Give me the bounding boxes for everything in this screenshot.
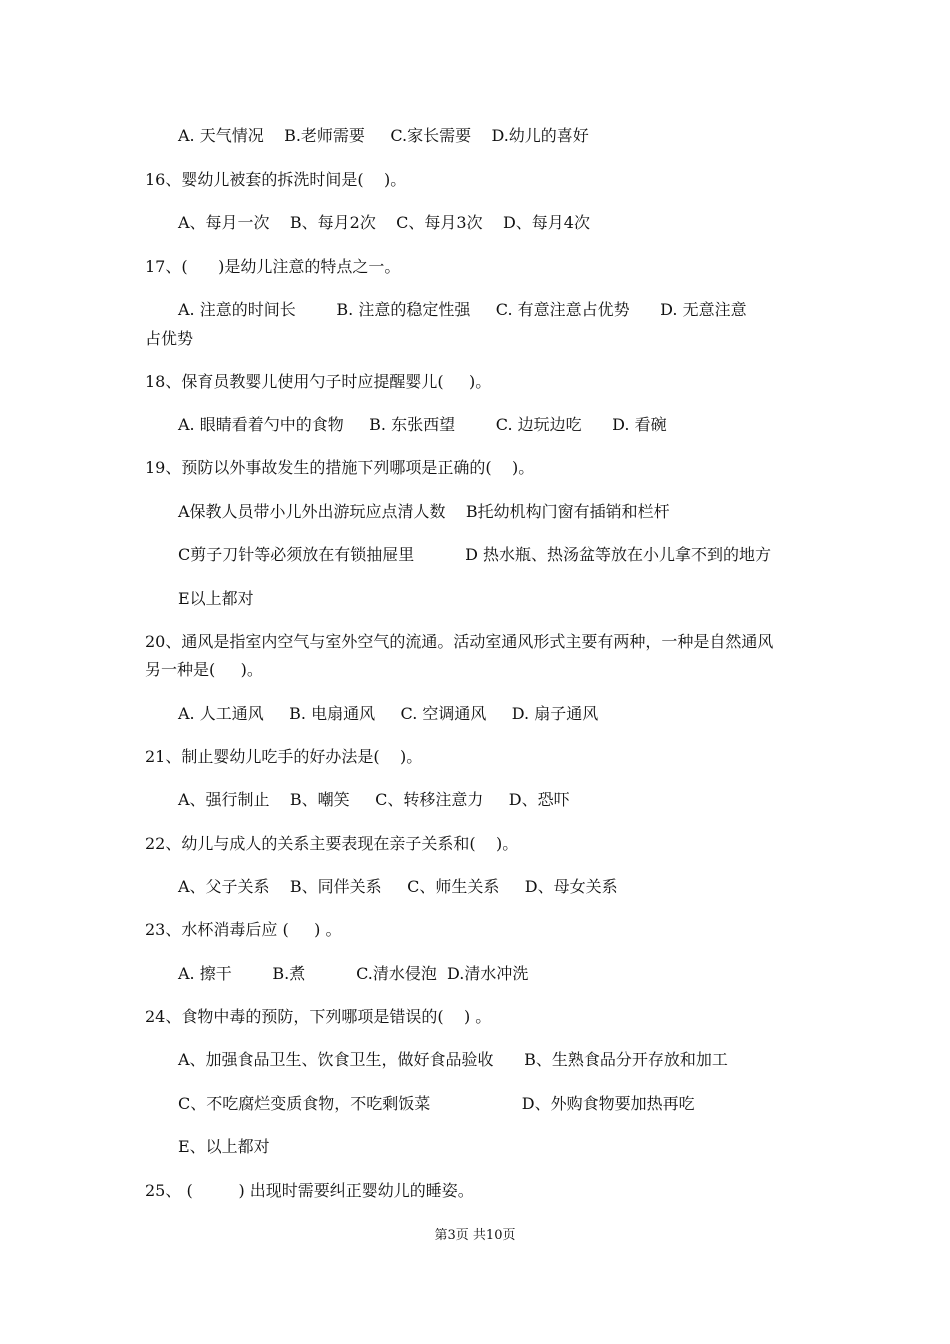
q24-options-cd: C、不吃腐烂变质食物，不吃剩饭菜 D、外购食物要加热再吃 — [178, 1094, 695, 1113]
q20-question: 20、通风是指室内空气与室外空气的流通。活动室通风形式主要有两种，一种是自然通风 — [145, 632, 774, 651]
q19-options-cd: C剪子刀针等必须放在有锁抽屉里 D 热水瓶、热汤盆等放在小儿拿不到的地方 — [178, 545, 772, 564]
q16-question: 16、婴幼儿被套的拆洗时间是( )。 — [145, 170, 407, 189]
q18-options: A. 眼睛看着勺中的食物 B. 东张西望 C. 边玩边吃 D. 看碗 — [178, 415, 667, 434]
q17-options-continued: 占优势 — [145, 329, 194, 348]
q21-options: A、强行制止 B、嘲笑 C、转移注意力 D、恐吓 — [178, 790, 570, 809]
q19-options-ab: A保教人员带小儿外出游玩应点清人数 B托幼机构门窗有插销和栏杆 — [178, 502, 670, 521]
q19-question: 19、预防以外事故发生的措施下列哪项是正确的( )。 — [145, 458, 535, 477]
q24-option-e: E、以上都对 — [178, 1137, 270, 1156]
q20-question-continued: 另一种是( )。 — [145, 660, 263, 679]
q17-question: 17、( )是幼儿注意的特点之一。 — [145, 257, 401, 276]
q24-options-ab: A、加强食品卫生、饮食卫生，做好食品验收 B、生熟食品分开存放和加工 — [178, 1050, 728, 1069]
q16-options: A、每月一次 B、每月2次 C、每月3次 D、每月4次 — [178, 213, 590, 232]
q20-options: A. 人工通风 B. 电扇通风 C. 空调通风 D. 扇子通风 — [178, 704, 599, 723]
q24-question: 24、食物中毒的预防，下列哪项是错误的( ) 。 — [145, 1007, 492, 1026]
q23-options: A. 擦干 B.煮 C.清水侵泡 D.清水冲洗 — [178, 964, 529, 983]
page-footer: 第3页 共10页 — [434, 1228, 516, 1243]
q17-options: A. 注意的时间长 B. 注意的稳定性强 C. 有意注意占优势 D. 无意注意 — [178, 300, 747, 319]
q22-question: 22、幼儿与成人的关系主要表现在亲子关系和( )。 — [145, 834, 519, 853]
q23-question: 23、水杯消毒后应 ( ) 。 — [145, 920, 342, 939]
q25-question: 25、 ( ) 出现时需要纠正婴幼儿的睡姿。 — [145, 1181, 474, 1200]
q15-options: A. 天气情况 B.老师需要 C.家长需要 D.幼儿的喜好 — [178, 126, 589, 145]
q18-question: 18、保育员教婴儿使用勺子时应提醒婴儿( )。 — [145, 372, 492, 391]
q21-question: 21、制止婴幼儿吃手的好办法是( )。 — [145, 747, 423, 766]
q22-options: A、父子关系 B、同伴关系 C、师生关系 D、母女关系 — [178, 877, 618, 896]
q19-option-e: E以上都对 — [178, 589, 254, 608]
